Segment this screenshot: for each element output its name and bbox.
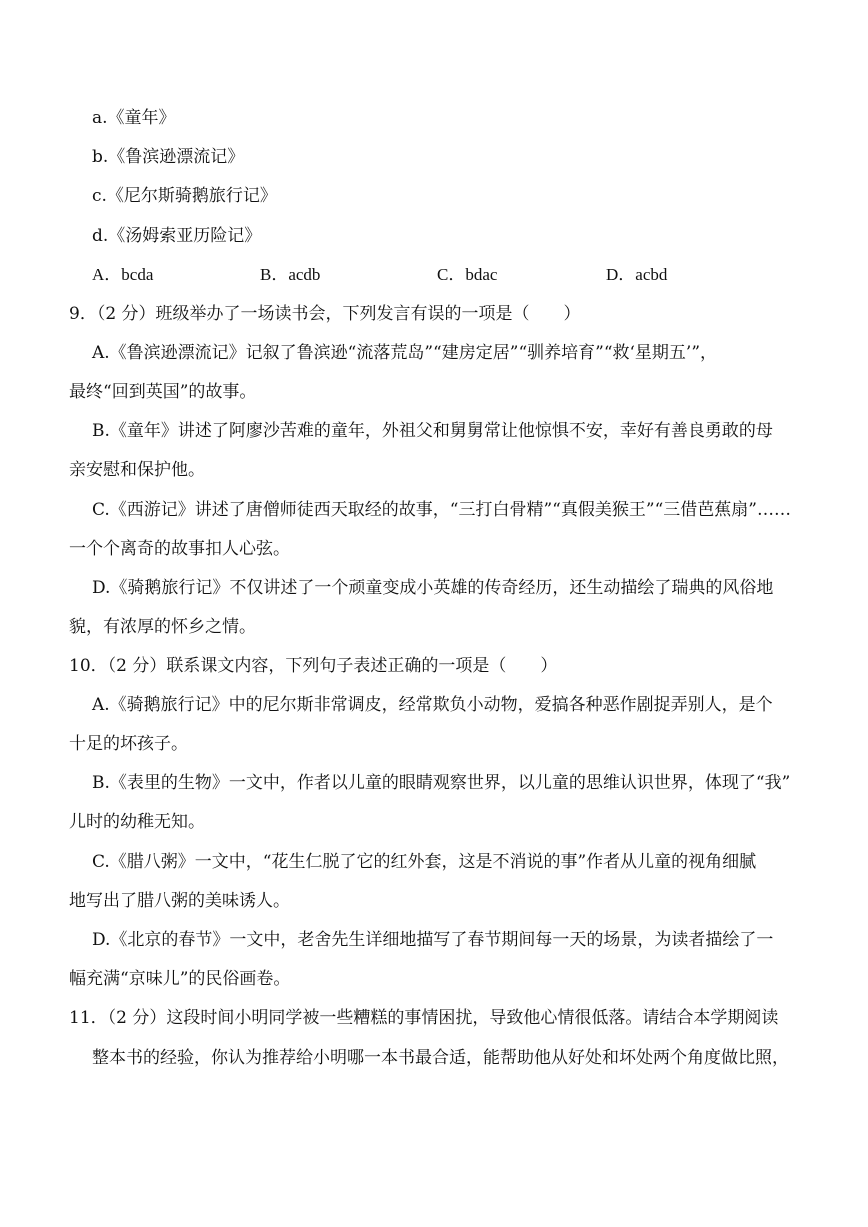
question-11-line2: 整本书的经验，你认为推荐给小明哪一本书最合适，能帮助他从好处和坏处两个角度做比照， [92,1048,789,1068]
option-d: D．acbd [606,265,668,284]
question-10-option-c-line1: C.《腊八粥》一文中，“花生仁脱了它的红外套，这是不消说的事”作者从儿童的视角细腻 [92,852,757,872]
question-9-option-c-line2: 一个个离奇的故事扣人心弦。 [69,539,290,559]
question-10-stem: 10．（2 分）联系课文内容，下列句子表述正确的一项是（ ） [69,656,558,676]
question-9-option-a-line1: A.《鲁滨逊漂流记》记叙了鲁滨逊“流落荒岛”“建房定居”“驯养培育”“救‘星期五’”， [92,343,718,363]
list-item-a: a.《童年》 [92,108,176,128]
list-item-b: b.《鲁滨逊漂流记》 [92,147,245,167]
question-9-option-d-line2: 貌，有浓厚的怀乡之情。 [69,617,256,637]
option-c: C．bdac [437,265,498,284]
answer-options-row [0,264,868,286]
list-item-d: d.《汤姆索亚历险记》 [92,226,262,246]
question-9-option-d-line1: D.《骑鹅旅行记》不仅讲述了一个顽童变成小英雄的传奇经历，还生动描绘了瑞典的风俗地 [92,578,774,598]
list-item-c: c.《尼尔斯骑鹅旅行记》 [92,186,277,206]
question-10-option-a-line1: A.《骑鹅旅行记》中的尼尔斯非常调皮，经常欺负小动物，爱搞各种恶作剧捉弄别人，是个 [92,695,773,715]
question-9-option-a-line2: 最终“回到英国”的故事。 [69,382,257,402]
question-10-option-b-line2: 儿时的幼稚无知。 [69,812,205,832]
option-b: B．acdb [260,265,321,284]
question-9-option-c-line1: C.《西游记》讲述了唐僧师徒西天取经的故事，“三打白骨精”“真假美猴王”“三借芭蕉扇”…… [92,500,791,520]
question-9-option-b-line1: B.《童年》讲述了阿廖沙苦难的童年，外祖父和舅舅常让他惊惧不安，幸好有善良勇敢的母 [92,421,773,441]
option-a: A．bcda [92,265,154,284]
question-10-option-c-line2: 地写出了腊八粥的美味诱人。 [69,891,290,911]
question-10-option-a-line2: 十足的坏孩子。 [69,734,188,754]
question-10-option-d-line2: 幅充满“京味儿”的民俗画卷。 [69,969,291,989]
question-11-line1: 11．（2 分）这段时间小明同学被一些糟糕的事情困扰，导致他心情很低落。请结合本学期阅读 [69,1008,779,1028]
question-9-stem: 9．（2 分）班级举办了一场读书会，下列发言有误的一项是（ ） [69,304,581,324]
question-9-option-b-line2: 亲安慰和保护他。 [69,460,205,480]
question-10-option-b-line1: B.《表里的生物》一文中，作者以儿童的眼睛观察世界，以儿童的思维认识世界，体现了“我” [92,773,791,793]
question-10-option-d-line1: D.《北京的春节》一文中，老舍先生详细地描写了春节期间每一天的场景，为读者描绘了一 [92,930,774,950]
